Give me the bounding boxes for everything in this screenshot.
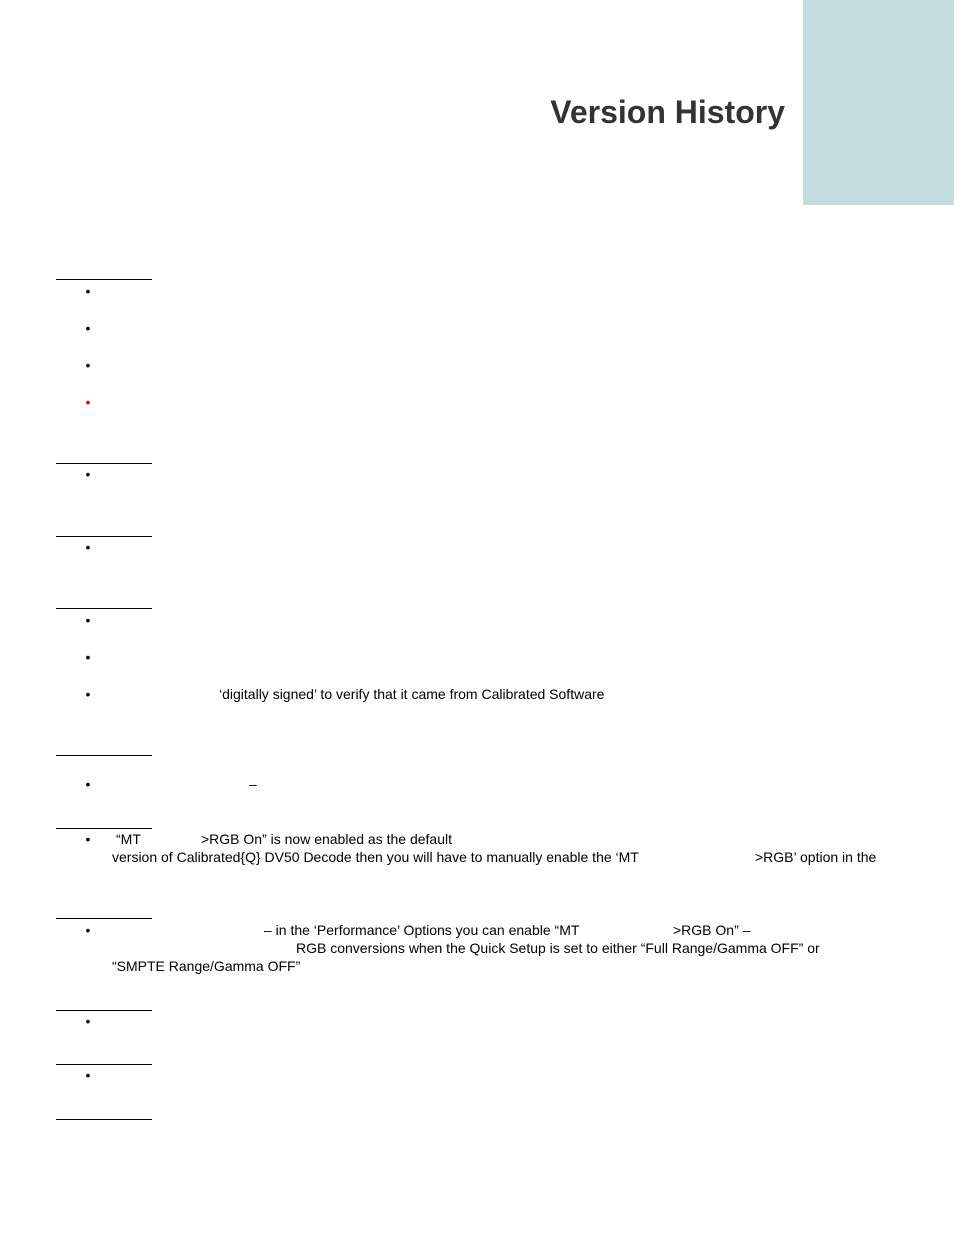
performance-text: >RGB On” – (673, 922, 751, 938)
mt-default-text: >RGB’ option in the (755, 849, 877, 865)
list-bullet: • (85, 831, 91, 847)
section-divider (56, 536, 152, 537)
page-title: Version History (550, 94, 785, 130)
section-divider (56, 1064, 152, 1065)
performance-text: – in the ‘Performance’ Options you can enable “MT (264, 922, 580, 938)
mt-default-text: version of Calibrated{Q} DV50 Decode then you will have to manually enable the ‘MT (112, 849, 639, 865)
section-divider (56, 828, 152, 829)
list-bullet: • (85, 686, 91, 702)
dash-separator: – (249, 776, 257, 792)
list-bullet: • (85, 320, 91, 336)
signed-note: ‘digitally signed’ to verify that it came from Calibrated Software (219, 686, 605, 702)
list-bullet: • (85, 612, 91, 628)
section-divider (56, 1010, 152, 1011)
list-bullet: • (85, 649, 91, 665)
section-divider (56, 918, 152, 919)
list-bullet: • (85, 1013, 91, 1029)
list-bullet: • (85, 1067, 91, 1083)
list-bullet-highlighted: • (85, 394, 91, 410)
corner-accent-block (803, 0, 954, 205)
section-divider (56, 463, 152, 464)
performance-text: RGB conversions when the Quick Setup is set to either “Full Range/Gamma OFF” or (296, 940, 820, 956)
list-bullet: • (85, 776, 91, 792)
section-divider (56, 1119, 152, 1120)
list-bullet: • (85, 466, 91, 482)
section-divider (56, 755, 152, 756)
mt-default-text: “MT (116, 831, 141, 847)
list-bullet: • (85, 357, 91, 373)
section-divider (56, 279, 152, 280)
list-bullet: • (85, 922, 91, 938)
mt-default-text: >RGB On” is now enabled as the default (201, 831, 452, 847)
list-bullet: • (85, 539, 91, 555)
performance-text: “SMPTE Range/Gamma OFF” (112, 958, 301, 974)
section-divider (56, 608, 152, 609)
list-bullet: • (85, 283, 91, 299)
